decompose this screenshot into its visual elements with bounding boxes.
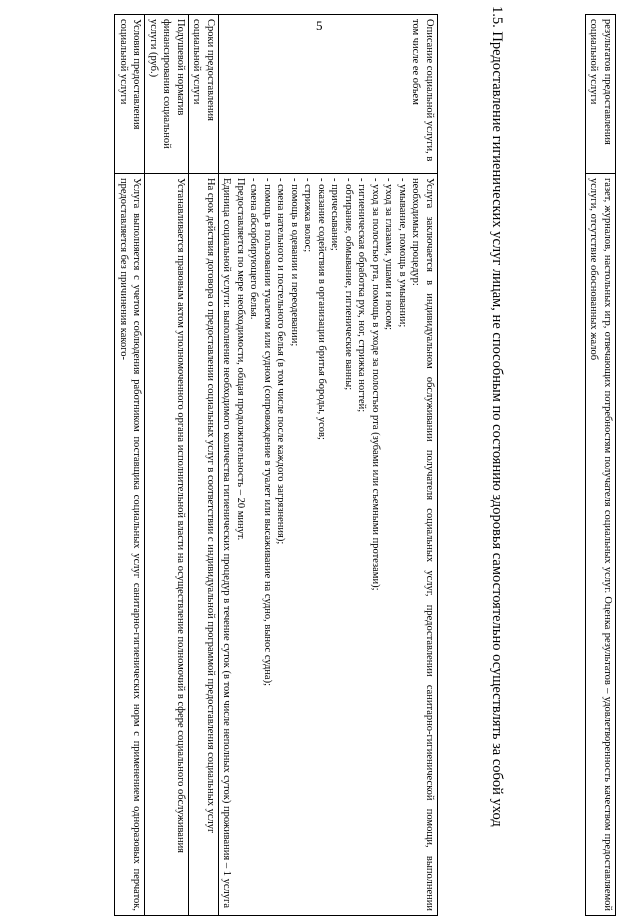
list-item: - стрижка волос; [302,178,314,253]
text-line: результатов – удовлетворенность качеством предоставляемой услуги, отсутствие обоснованных жалоб [588,178,613,911]
list-item: - уход за полостью рта, помощь в уходе за полостью рта (зубами или съемными протезами); [370,178,381,591]
list-item: - обтирание, обмывание, гигиенические ванны; [343,178,354,391]
unit-text: Единица социальной услуги: выполнение необходимого количества гигиенических процедур в течение суток (в том числе неполных суток) проживания – 1 услуга [221,178,233,908]
table-cell-text [219,174,438,916]
table-cell-text [586,174,616,916]
list-item: - умывание, помощь в умывании; [397,178,408,328]
table-row [145,15,189,916]
table-row [115,15,145,916]
main-table [115,14,439,916]
section-heading: 1.5. Предоставление гигиенических услуг лицам, не способным по состоянию здоровья самостоятельно осуществлять за собой уход [489,6,505,827]
list-item: - помощь в пользовании туалетом или судном (сопровождение в туалет или высаживание на судно, вынос судна); [262,178,273,686]
table-row [219,15,438,916]
table-cell-text: Устанавливается правовым актом уполномоченного органа исполнительной власти на осуществление полномочий в сфере социального обслуживания [145,174,189,916]
page-number: 5 [316,18,323,33]
text-line: газет, журналов, настольных игр, отвечающих потребностям получателя социальных услуг. Оценка [602,178,613,630]
top-table [585,14,616,916]
rotated-page-content [28,6,628,911]
table-cell-label: Условия предоставления социальной услуги [115,15,145,174]
list-item: - смена абсорбирующего белья. [248,178,260,320]
table-cell-label: результатов предоставления социальной услуги [586,15,616,174]
list-item: - оказание содействия в организации бритья бороды, усов; [316,178,327,440]
list-item: - гигиеническая обработка рук, ног, стрижка ногтей; [356,178,368,413]
table-row [189,15,219,916]
list-item: - помощь в одевании и переодевании; [289,178,300,347]
table-cell-label: Описание социальной услуги, в том числе ее объем [219,15,438,174]
table-cell-text: Услуга выполняется с учетом соблюдения работником поставщика социальных услуг санитарно-гигиенических норм с применением одноразовых перчаток, предоставляется без причинения какого- [115,174,145,916]
list-item: - смена нательного и постельного белья (в том числе после каждого загрязнения); [275,178,287,545]
duration-text: Предоставляется по мере необходимости, общая продолжительность – 20 минут. [235,178,246,541]
description-intro: Услуга заключается в индивидуальном обслуживании получателя социальных услуг, предоставлении санитарно-гигиенической помощи, выполнении необходимых процедур: [410,178,435,911]
list-item: - причесывание; [329,178,341,251]
table-cell-label: Подушевой норматив финансирования социальной услуги (руб.) [145,15,189,174]
table-row [586,15,616,916]
list-item: - уход за глазами, ушами и носом; [383,178,395,331]
table-cell-text: На срок действия договора о предоставлении социальных услуг в соответствии с индивидуальной программой предоставления социальных услуг [189,174,219,916]
table-cell-label: Сроки предоставления социальной услуги [189,15,219,174]
